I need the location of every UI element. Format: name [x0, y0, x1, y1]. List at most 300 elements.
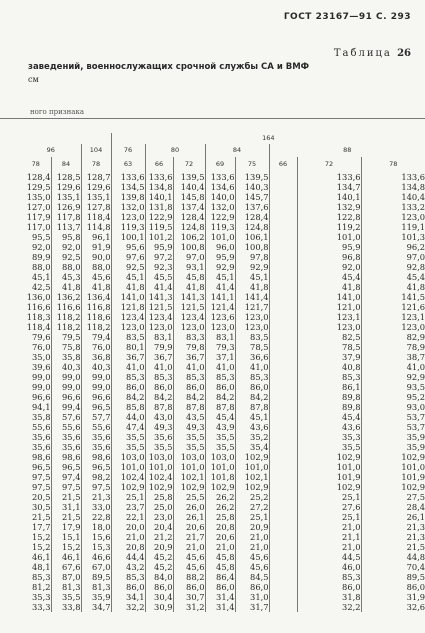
table-row	[21, 472, 425, 482]
table-cell	[269, 172, 297, 182]
table-cell: 95,9	[297, 242, 361, 252]
table-cell	[269, 192, 297, 202]
table-cell	[269, 212, 297, 222]
table-cell: 84,2	[205, 392, 235, 402]
table-cell: 98,6	[51, 452, 81, 462]
table-cell: 84,2	[173, 392, 205, 402]
table-cell: 21,0	[173, 542, 205, 552]
table-cell	[269, 222, 297, 232]
table-cell: 83,5	[235, 332, 269, 342]
table-row	[21, 222, 425, 232]
table-cell: 67,6	[51, 562, 81, 572]
table-cell: 97,0	[361, 252, 425, 262]
table-cell: 123,4	[111, 312, 145, 322]
table-cell: 92,3	[145, 262, 173, 272]
table-cell	[269, 392, 297, 402]
table-cell: 21,0	[235, 542, 269, 552]
table-row	[21, 182, 425, 192]
table-cell: 86,0	[111, 582, 145, 592]
table-cell: 55,6	[51, 422, 81, 432]
table-cell	[269, 252, 297, 262]
table-cell: 84,2	[145, 392, 173, 402]
table-cell: 45,6	[235, 552, 269, 562]
table-cell: 133,6	[111, 172, 145, 182]
table-cell: 20,4	[145, 522, 173, 532]
table-cell: 15,2	[32, 532, 51, 542]
table-cell: 48,1	[32, 562, 51, 572]
table-cell: 89,8	[297, 392, 361, 402]
table-cell: 35,5	[205, 442, 235, 452]
table-cell: 134,6	[205, 182, 235, 192]
table-cell: 45,1	[235, 272, 269, 282]
table-cell: 139,5	[235, 172, 269, 182]
table-caption: заведений, военнослужащих срочной службы СА и ВМФ	[28, 62, 310, 72]
table-cell: 17,7	[32, 522, 51, 532]
column-header: 78	[31, 160, 40, 169]
table-cell: 93,1	[173, 262, 205, 272]
table-cell: 141,3	[145, 292, 173, 302]
table-cell: 79,8	[173, 342, 205, 352]
table-row	[21, 432, 425, 442]
table-row	[21, 282, 425, 292]
table-cell: 92,0	[297, 262, 361, 272]
table-cell: 93,0	[361, 402, 425, 412]
table-cell: 135,0	[26, 192, 51, 202]
table-cell: 102,1	[235, 472, 269, 482]
table-cell: 102,9	[361, 452, 425, 462]
table-cell: 86,0	[205, 582, 235, 592]
table-cell: 96,5	[81, 462, 111, 472]
table-cell: 101,0	[205, 462, 235, 472]
table-cell: 121,6	[361, 302, 425, 312]
table-cell: 101,0	[111, 462, 145, 472]
table-cell: 35,2	[235, 432, 269, 442]
table-row	[21, 242, 425, 252]
table-cell: 34,1	[111, 592, 145, 602]
table-cell: 139,8	[111, 192, 145, 202]
table-cell: 117,0	[26, 222, 51, 232]
table-cell: 18,0	[81, 522, 111, 532]
table-row	[21, 302, 425, 312]
table-cell	[269, 182, 297, 192]
table-cell: 35,6	[51, 432, 81, 442]
table-cell: 123,6	[205, 312, 235, 322]
table-cell: 137,6	[235, 202, 269, 212]
table-cell: 35,9	[361, 432, 425, 442]
table-cell: 123,0	[145, 322, 173, 332]
table-cell: 36,7	[173, 352, 205, 362]
table-cell: 23,7	[111, 502, 145, 512]
table-cell: 95,6	[111, 242, 145, 252]
table-cell: 140,1	[297, 192, 361, 202]
table-cell: 45,4	[361, 272, 425, 282]
table-cell: 35,5	[173, 432, 205, 442]
table-row	[21, 252, 425, 262]
table-cell: 35,5	[297, 442, 361, 452]
table-cell: 95,9	[205, 252, 235, 262]
table-row	[21, 402, 425, 412]
table-row	[21, 422, 425, 432]
table-cell: 86,1	[297, 382, 361, 392]
table-cell: 88,0	[32, 262, 51, 272]
table-cell: 44,0	[111, 412, 145, 422]
table-cell: 141,5	[361, 292, 425, 302]
table-cell: 99,0	[51, 382, 81, 392]
table-cell: 41,8	[235, 282, 269, 292]
table-cell: 101,8	[205, 472, 235, 482]
table-cell: 35,0	[32, 352, 51, 362]
table-cell: 85,3	[111, 372, 145, 382]
table-cell: 45,1	[205, 272, 235, 282]
table-cell: 101,0	[205, 232, 235, 242]
table-cell	[269, 542, 297, 552]
table-row	[21, 382, 425, 392]
table-cell: 100,8	[235, 242, 269, 252]
column-header: 72	[173, 157, 205, 172]
table-cell: 135,1	[51, 192, 81, 202]
table-cell: 81,2	[32, 582, 51, 592]
table-cell: 133,6	[145, 172, 173, 182]
table-cell: 132,0	[111, 202, 145, 212]
table-cell: 30,4	[145, 592, 173, 602]
table-cell: 21,2	[145, 532, 173, 542]
table-cell: 46,0	[297, 562, 361, 572]
table-cell: 85,3	[205, 372, 235, 382]
table-row	[21, 552, 425, 562]
table-cell: 25,2	[235, 492, 269, 502]
table-cell: 45,1	[32, 272, 51, 282]
table-cell	[269, 412, 297, 422]
table-cell	[269, 372, 297, 382]
table-cell: 140,3	[235, 182, 269, 192]
table-cell: 123,4	[145, 312, 173, 322]
table-cell: 101,0	[361, 462, 425, 472]
table-cell: 25,8	[205, 512, 235, 522]
table-cell: 86,0	[173, 382, 205, 392]
table-cell: 70,4	[361, 562, 425, 572]
table-cell	[269, 602, 297, 612]
table-cell: 119,2	[297, 222, 361, 232]
table-cell: 103,0	[173, 452, 205, 462]
table-cell: 121,5	[173, 302, 205, 312]
table-cell: 31,4	[205, 602, 235, 612]
table-cell: 43,5	[173, 412, 205, 422]
table-header	[21, 133, 425, 172]
table-cell: 76,0	[32, 342, 51, 352]
table-cell: 133,6	[205, 172, 235, 182]
table-cell: 21,3	[81, 492, 111, 502]
table-cell: 78,5	[297, 342, 361, 352]
table-cell: 121,5	[145, 302, 173, 312]
table-number: 26	[397, 48, 411, 59]
table-row	[21, 592, 425, 602]
table-row	[21, 262, 425, 272]
table-cell	[269, 312, 297, 322]
table-cell: 79,4	[81, 332, 111, 342]
table-cell: 35,6	[32, 432, 51, 442]
table-cell: 35,6	[145, 432, 173, 442]
table-cell: 15,2	[32, 542, 51, 552]
table-cell: 25,5	[173, 492, 205, 502]
table-cell: 85,8	[111, 402, 145, 412]
table-row	[21, 392, 425, 402]
divider	[0, 118, 425, 119]
table-cell	[269, 502, 297, 512]
table-cell: 101,0	[173, 462, 205, 472]
table-cell: 82,9	[361, 332, 425, 342]
table-cell: 93,5	[361, 382, 425, 392]
table-cell: 136,4	[81, 292, 111, 302]
table-cell: 133,6	[361, 172, 425, 182]
table-cell: 92,9	[361, 372, 425, 382]
table-cell: 139,5	[173, 172, 205, 182]
table-cell: 35,5	[173, 442, 205, 452]
table-cell: 31,0	[235, 592, 269, 602]
table-cell: 41,0	[235, 362, 269, 372]
table-cell: 75,8	[51, 342, 81, 352]
column-header: 63	[111, 157, 145, 172]
table-cell: 116,6	[26, 302, 51, 312]
table-cell	[269, 302, 297, 312]
table-row	[21, 452, 425, 462]
table-cell: 141,0	[297, 292, 361, 302]
table-cell: 96,5	[81, 402, 111, 412]
table-cell: 97,5	[51, 482, 81, 492]
table-cell: 45,8	[205, 562, 235, 572]
table-cell: 83,5	[111, 332, 145, 342]
table-row	[21, 532, 425, 542]
table-cell: 45,4	[205, 412, 235, 422]
table-cell	[269, 532, 297, 542]
table-cell	[269, 362, 297, 372]
table-cell: 97,8	[235, 252, 269, 262]
table-cell: 43,6	[235, 422, 269, 432]
table-cell: 101,9	[361, 472, 425, 482]
table-cell: 22,1	[111, 512, 145, 522]
table-cell: 20,6	[205, 532, 235, 542]
table-cell: 21,0	[111, 532, 145, 542]
table-cell: 33,0	[81, 502, 111, 512]
table-cell: 92,5	[51, 252, 81, 262]
table-cell: 20,8	[205, 522, 235, 532]
table-cell: 95,2	[361, 392, 425, 402]
table-cell: 102,4	[145, 472, 173, 482]
table-cell: 94,1	[32, 402, 51, 412]
table-cell: 80,1	[111, 342, 145, 352]
table-cell: 136,2	[51, 292, 81, 302]
table-row	[21, 462, 425, 472]
table-cell: 101,0	[145, 462, 173, 472]
table-row	[21, 412, 425, 422]
table-cell: 97,5	[32, 482, 51, 492]
table-cell: 123,0	[235, 312, 269, 322]
table-cell: 46,1	[51, 552, 81, 562]
table-cell: 86,4	[205, 572, 235, 582]
table-cell: 88,2	[173, 572, 205, 582]
table-row	[21, 342, 425, 352]
table-cell: 30,7	[173, 592, 205, 602]
table-cell: 101,0	[297, 232, 361, 242]
table-row	[21, 192, 425, 202]
table-cell: 22,8	[81, 512, 111, 522]
table-cell: 103,0	[145, 452, 173, 462]
table-cell: 43,2	[111, 562, 145, 572]
table-cell: 92,5	[111, 262, 145, 272]
table-cell: 92,8	[361, 262, 425, 272]
table-cell: 20,9	[145, 542, 173, 552]
table-cell: 41,4	[145, 282, 173, 292]
table-cell: 118,2	[51, 322, 81, 332]
table-cell: 126,9	[51, 202, 81, 212]
table-cell: 97,6	[111, 252, 145, 262]
table-cell: 141,0	[111, 292, 145, 302]
table-cell: 99,4	[51, 402, 81, 412]
table-cell: 44,5	[297, 552, 361, 562]
table-cell: 102,9	[145, 482, 173, 492]
table-cell: 27,5	[361, 492, 425, 502]
table-cell: 36,7	[111, 352, 145, 362]
table-cell: 141,4	[235, 292, 269, 302]
subgroup-header: 80	[145, 144, 205, 157]
table-row	[21, 492, 425, 502]
table-cell: 102,9	[235, 452, 269, 462]
table-row	[21, 582, 425, 592]
table-cell: 21,5	[361, 542, 425, 552]
table-cell: 45,6	[81, 272, 111, 282]
table-cell: 86,0	[145, 582, 173, 592]
table-cell: 121,0	[297, 302, 361, 312]
table-cell: 96,6	[51, 392, 81, 402]
table-cell: 21,0	[205, 542, 235, 552]
table-cell	[269, 342, 297, 352]
table-cell: 37,1	[205, 352, 235, 362]
table-cell: 41,0	[205, 362, 235, 372]
table-cell: 39,6	[32, 362, 51, 372]
table-cell: 81,3	[81, 582, 111, 592]
table-cell: 99,0	[51, 372, 81, 382]
table-cell: 76,0	[81, 342, 111, 352]
table-cell: 136,0	[26, 292, 51, 302]
table-cell: 20,8	[111, 542, 145, 552]
table-cell: 99,0	[32, 382, 51, 392]
table-cell: 96,6	[81, 392, 111, 402]
table-cell: 122,9	[145, 212, 173, 222]
table-cell: 87,8	[235, 402, 269, 412]
table-cell: 131,8	[145, 202, 173, 212]
table-cell: 15,2	[51, 542, 81, 552]
table-cell: 141,3	[173, 292, 205, 302]
table-row	[21, 542, 425, 552]
table-cell: 35,5	[205, 432, 235, 442]
table-cell: 38,7	[361, 352, 425, 362]
table-cell	[269, 282, 297, 292]
table-cell: 123,0	[111, 322, 145, 332]
table-cell	[269, 552, 297, 562]
table-cell: 81,3	[51, 582, 81, 592]
table-cell: 88,0	[81, 262, 111, 272]
table-cell: 49,3	[173, 422, 205, 432]
table-row	[21, 312, 425, 322]
table-cell: 123,0	[173, 322, 205, 332]
table-cell: 21,3	[361, 532, 425, 542]
table-cell: 100,8	[173, 242, 205, 252]
table-cell: 45,1	[235, 412, 269, 422]
table-cell: 41,0	[111, 362, 145, 372]
table-cell	[269, 512, 297, 522]
table-cell: 84,2	[111, 392, 145, 402]
table-row	[21, 212, 425, 222]
table-cell: 86,0	[297, 582, 361, 592]
table-cell: 140,1	[145, 192, 173, 202]
table-cell: 133,2	[361, 202, 425, 212]
table-cell: 44,8	[361, 552, 425, 562]
table-cell: 102,9	[297, 482, 361, 492]
table-cell: 41,8	[51, 282, 81, 292]
table-cell: 35,5	[111, 442, 145, 452]
table-cell: 28,4	[361, 502, 425, 512]
table-cell: 45,1	[111, 272, 145, 282]
table-cell: 53,7	[361, 422, 425, 432]
table-cell: 21,7	[173, 532, 205, 542]
table-cell: 25,1	[297, 512, 361, 522]
table-cell: 25,8	[145, 492, 173, 502]
table-cell: 99,0	[81, 372, 111, 382]
table-cell: 25,1	[297, 492, 361, 502]
table-cell: 45,8	[173, 272, 205, 282]
table-cell: 95,5	[32, 232, 51, 242]
table-cell: 27,2	[235, 502, 269, 512]
table-cell: 95,9	[145, 242, 173, 252]
table-cell: 35,3	[297, 432, 361, 442]
table-cell: 20,6	[173, 522, 205, 532]
table-cell	[269, 582, 297, 592]
table-cell: 122,9	[205, 212, 235, 222]
table-cell: 79,3	[205, 342, 235, 352]
table-cell: 92,9	[235, 262, 269, 272]
table-cell: 45,6	[173, 552, 205, 562]
table-cell: 89,8	[297, 402, 361, 412]
table-cell: 134,5	[111, 182, 145, 192]
table-cell: 35,6	[51, 442, 81, 452]
unit-label: см	[28, 75, 39, 84]
table-cell: 123,4	[173, 312, 205, 322]
table-cell: 101,0	[235, 462, 269, 472]
table-row	[21, 232, 425, 242]
subcaption: ного признака	[30, 108, 85, 116]
table-cell: 95,8	[51, 232, 81, 242]
table-cell	[269, 432, 297, 442]
table-cell: 92,9	[205, 262, 235, 272]
table-cell: 40,8	[297, 362, 361, 372]
column-header: 84	[51, 157, 81, 172]
table-cell	[269, 492, 297, 502]
table-cell: 85,3	[297, 372, 361, 382]
table-cell: 21,0	[235, 532, 269, 542]
table-cell: 35,6	[32, 442, 51, 452]
table-cell: 41,8	[361, 282, 425, 292]
table-cell: 103,0	[205, 452, 235, 462]
table-cell: 25,0	[145, 502, 173, 512]
table-cell: 35,8	[51, 352, 81, 362]
table-cell: 25,1	[235, 512, 269, 522]
table-cell: 15,3	[81, 542, 111, 552]
table-body	[21, 172, 425, 612]
table-cell: 46,1	[32, 552, 51, 562]
table-cell: 45,6	[235, 562, 269, 572]
table-cell: 123,1	[361, 312, 425, 322]
table-cell	[269, 562, 297, 572]
table-cell: 21,1	[297, 532, 361, 542]
